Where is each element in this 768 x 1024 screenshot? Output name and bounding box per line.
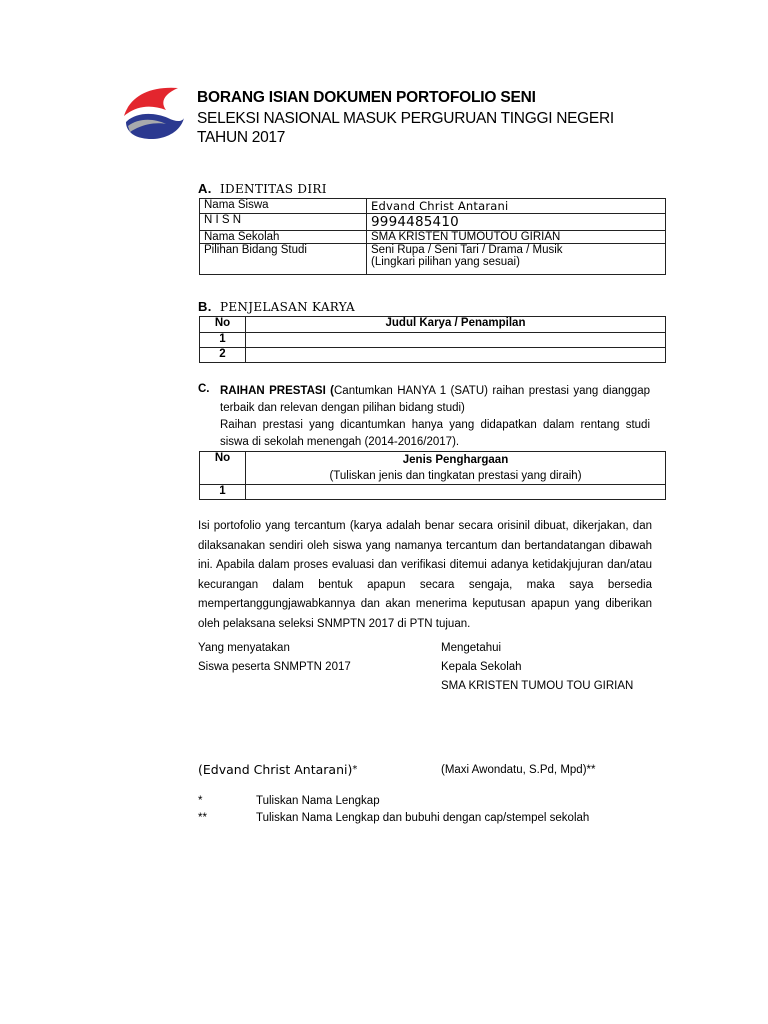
achievement-table	[199, 451, 666, 500]
identity-key: N I S N	[200, 214, 367, 231]
footnote-mark: *	[198, 795, 203, 807]
signer-principal-line-1: Mengetahui	[441, 642, 502, 654]
footnote-mark: **	[198, 812, 207, 824]
principal-signature-name[interactable]: (Maxi Awondatu, S.Pd, Mpd)**	[441, 764, 596, 776]
identity-table	[199, 198, 666, 275]
row-number: 1	[200, 333, 246, 348]
column-header-title: Judul Karya / Penampilan	[246, 317, 666, 333]
section-a-letter: A.	[198, 181, 212, 196]
subtitle-line-1: SELEKSI NASIONAL MASUK PERGURUAN TINGGI NEGERI	[197, 110, 614, 127]
column-header-award	[246, 452, 666, 485]
section-c-heading	[198, 383, 220, 395]
section-c-intro	[220, 383, 650, 417]
award-field[interactable]	[246, 485, 666, 500]
work-title-field[interactable]	[246, 333, 666, 348]
award-header-title: Jenis Penghargaan	[402, 454, 509, 466]
signer-student-block	[198, 639, 351, 677]
footnote-1	[198, 795, 380, 807]
nisn-field[interactable]: 9994485410	[367, 214, 666, 231]
section-b-title: PENJELASAN KARYA	[220, 300, 356, 314]
section-c-title: RAIHAN PRESTASI	[220, 385, 326, 397]
footnote-text: Tuliskan Nama Lengkap dan bubuhi dengan cap/stempel sekolah	[256, 812, 590, 824]
table-header-row	[200, 452, 666, 485]
signer-principal-line-2: Kepala Sekolah	[441, 661, 522, 673]
work-title-field[interactable]	[246, 348, 666, 363]
table-row	[200, 214, 666, 231]
section-a-heading	[198, 181, 327, 196]
table-row	[200, 231, 666, 244]
section-c-paren: (	[330, 385, 334, 397]
subtitle-line-2: TAHUN 2017	[197, 129, 286, 146]
row-number: 1	[200, 485, 246, 500]
section-a-title: IDENTITAS DIRI	[220, 182, 327, 196]
award-header-subtitle: (Tuliskan jenis dan tingkatan prestasi yang diraih)	[329, 470, 582, 482]
section-b-heading	[198, 299, 355, 314]
table-row	[200, 199, 666, 214]
table-row	[200, 485, 666, 500]
table-row	[200, 244, 666, 275]
student-name-field[interactable]: Edvand Christ Antarani	[367, 199, 666, 214]
section-c-letter: C.	[198, 383, 210, 395]
student-name-text: (Edvand Christ Antarani)	[198, 762, 353, 777]
signer-principal-line-3: SMA KRISTEN TUMOU TOU GIRIAN	[441, 680, 634, 692]
student-signature-name[interactable]	[198, 760, 357, 779]
study-field-note: (Lingkari pilihan yang sesuai)	[371, 256, 520, 268]
section-c-range-text: Raihan prestasi yang dicantumkan hanya yang didapatkan dalam rentang studi siswa di sekolah menengah (2014-2016/2017).	[220, 419, 650, 448]
footnote-2	[198, 812, 589, 824]
school-name-field[interactable]: SMA KRISTEN TUMOUTOU GIRIAN	[367, 231, 666, 244]
section-c-text	[220, 383, 650, 451]
table-row	[200, 333, 666, 348]
student-name-mark: *	[352, 764, 358, 775]
form-subtitle	[197, 109, 637, 147]
statement-paragraph: Isi portofolio yang tercantum (karya adalah benar secara orisinil dibuat, dikerjakan, dan dilaksanakan sendiri oleh siswa yang namanya tercantum dan bertandatangan dibawah ini. Apabila dalam proses evaluasi dan verifikasi ditemui adanya ketidakjujuran dan/atau kecurangan dalam bentuk apapun secara sengaja, maka saya bersedia mempertanggungjawabkannya dan akan menerima keputusan apapun yang diberikan oleh pelaksana seleksi SNMPTN 2017 di PTN tujuan.	[198, 520, 652, 630]
identity-key: Pilihan Bidang Studi	[200, 244, 367, 275]
section-c-intro-text: Cantumkan HANYA 1 (SATU) raihan prestasi yang dianggap terbaik dan relevan dengan pilihan bidang studi)	[220, 385, 650, 414]
identity-key: Nama Siswa	[200, 199, 367, 214]
study-field-choice[interactable]	[367, 244, 666, 275]
study-field-options: Seni Rupa / Seni Tari / Drama / Musik	[371, 244, 563, 256]
form-title: BORANG ISIAN DOKUMEN PORTOFOLIO SENI	[197, 89, 536, 106]
signer-principal-block	[441, 639, 633, 696]
column-header-no: No	[200, 317, 246, 333]
footnote-text: Tuliskan Nama Lengkap	[256, 795, 380, 807]
signer-student-line-2: Siswa peserta SNMPTN 2017	[198, 661, 351, 673]
works-table	[199, 316, 666, 363]
row-number: 2	[200, 348, 246, 363]
column-header-no: No	[200, 452, 246, 485]
snmptn-logo-icon	[120, 82, 186, 144]
table-header-row	[200, 317, 666, 333]
identity-key: Nama Sekolah	[200, 231, 367, 244]
section-b-letter: B.	[198, 299, 212, 314]
table-row	[200, 348, 666, 363]
signer-student-line-1: Yang menyatakan	[198, 642, 290, 654]
